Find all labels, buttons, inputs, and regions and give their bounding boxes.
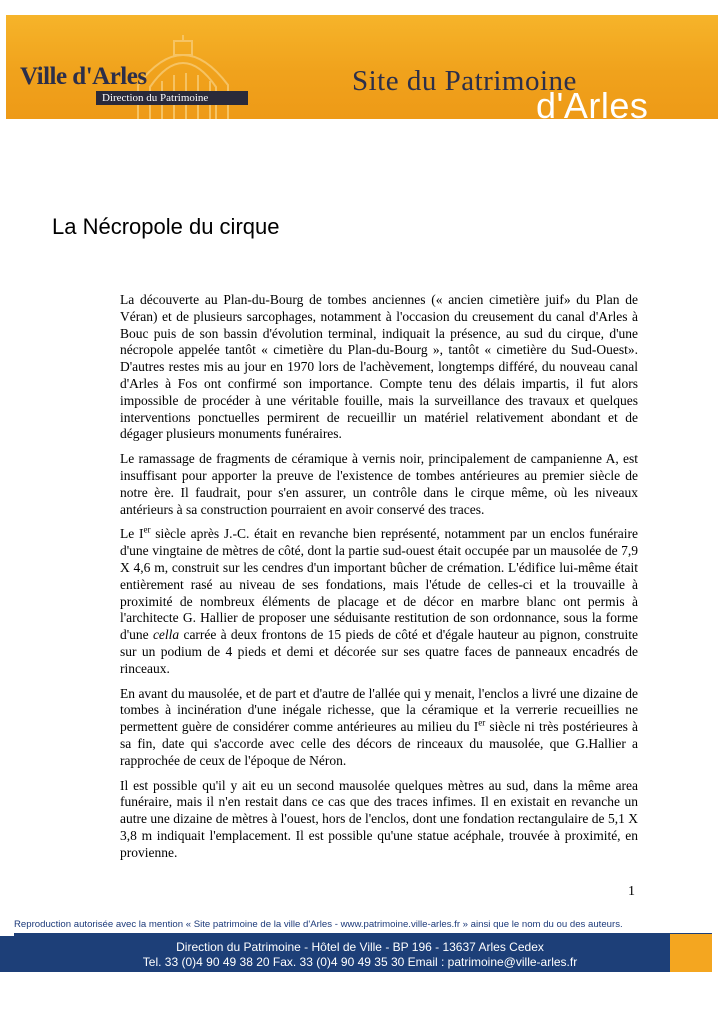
text-segment: siècle ni très postérieures à sa fin, date qui s'accorde avec celle des décors de rinceaux du mausolée, que G.Hallier a rapprochée de ceux de l'époque de Néron. xyxy=(120,719,638,768)
logo-subtitle: Direction du Patrimoine xyxy=(96,91,248,105)
footer-contact: Tel. 33 (0)4 90 49 38 20 Fax. 33 (0)4 90 49 35 30 Email : patrimoine@ville-arles.fr xyxy=(142,955,578,969)
paragraph xyxy=(120,686,638,770)
text-segment: carrée à deux frontons de 15 pieds de côté et d'égale hauteur au pignon, construite sur un podium de 4 pieds et demi et décorée sur ses quatre faces de panneaux encadrés de rinceaux. xyxy=(120,627,638,676)
paragraph: La découverte au Plan-du-Bourg de tombes anciennes (« ancien cimetière juif» du Plan de Véran) et de plusieurs sarcophages, notamment à l'occasion du creusement du canal d'Arles à Bouc puis de son bassin d'évolution terminal, indiquait la présence, au sud du cirque, d'une nécropole appelée tantôt « cimetière du Plan-du-Bourg », tantôt « cimetière du Sud-Ouest». D'autres restes mis au jour en 1970 lors de l'achèvement, longtemps différé, du nouveau canal d'Arles à Fos ont confirmé son importance. Compte tenu des délais impartis, il fut alors impossible de procéder à une véritable fouille, mais la surveillance des travaux et quelques interventions ponctuelles permirent de recueillir un matériel relativement abondant et de dégager plusieurs monuments funéraires. xyxy=(120,292,638,442)
site-title: Site du Patrimoine xyxy=(352,65,577,97)
page-title: La Nécropole du cirque xyxy=(52,214,280,239)
italic-term: cella xyxy=(152,627,180,643)
logo-text: Ville d'Arles xyxy=(20,63,147,90)
paragraph: Il est possible qu'il y ait eu un second mausolée quelques mètres au sud, dans la même area funéraire, mais il n'en restait dans ce cas que des traces infimes. Il en existait en revanche un autre une dizaine de mètres à l'ouest, hors de l'enclos, dont une fondation rectangulaire de 5,1 X 3,8 m indiquait l'emplacement. Il est possible qu'une statue acéphale, trouvée à proximité, en provienne. xyxy=(120,777,638,860)
text-segment: siècle après J.-C. était en revanche bien représenté, notamment par un enclos funéraire d'une vingtaine de mètres de côté, dont la partie sud-ouest était occupée par un mausolée de 7,9 X 4,6 m, construit sur les cendres d'un important bûcher de crémation. L'édifice lui-même était entièrement rasé au niveau de ses fondations, mais l'étude de celles-ci et la trouvaille à proximité de nombreux éléments de placage et de décor en marbre blanc ont permis à l'architecte G. Hallier de proposer une séduisante restitution de son ordonnance, sous la forme d'une xyxy=(120,526,639,643)
superscript: er xyxy=(143,524,151,535)
text-segment: En avant du mausolée, et de part et d'autre de l'allée qui y menait, l'enclos a livré une dizaine de tombes à incinération d'une inégale richesse, que la céramique et la verrerie recueillies ne permettent guère de considérer comme antérieures au milieu du I xyxy=(120,685,638,735)
article-body xyxy=(120,292,638,870)
page-number: 1 xyxy=(628,884,635,899)
site-title-city: d'Arles xyxy=(536,85,649,119)
text-segment: Le I xyxy=(120,526,144,542)
paragraph xyxy=(120,526,638,677)
reproduction-notice: Reproduction autorisée avec la mention « Site patrimoine de la ville d'Arles - www.patrimoine.ville-arles.fr » ainsi que le nom du ou des auteurs. xyxy=(14,919,623,930)
paragraph: Le ramassage de fragments de céramique à vernis noir, principalement de campanienne A, est insuffisant pour apporter la preuve de l'existence de tombes antérieures au premier siècle de notre ère. Il faudrait, pour s'en assurer, un contrôle dans le cirque même, où les niveaux antérieurs à sa construction pourraient en avoir conservé des traces. xyxy=(120,451,638,517)
header-banner xyxy=(6,15,718,119)
footer-address: Direction du Patrimoine - Hôtel de Ville - BP 196 - 13637 Arles Cedex xyxy=(176,940,544,954)
superscript: er xyxy=(478,717,486,728)
